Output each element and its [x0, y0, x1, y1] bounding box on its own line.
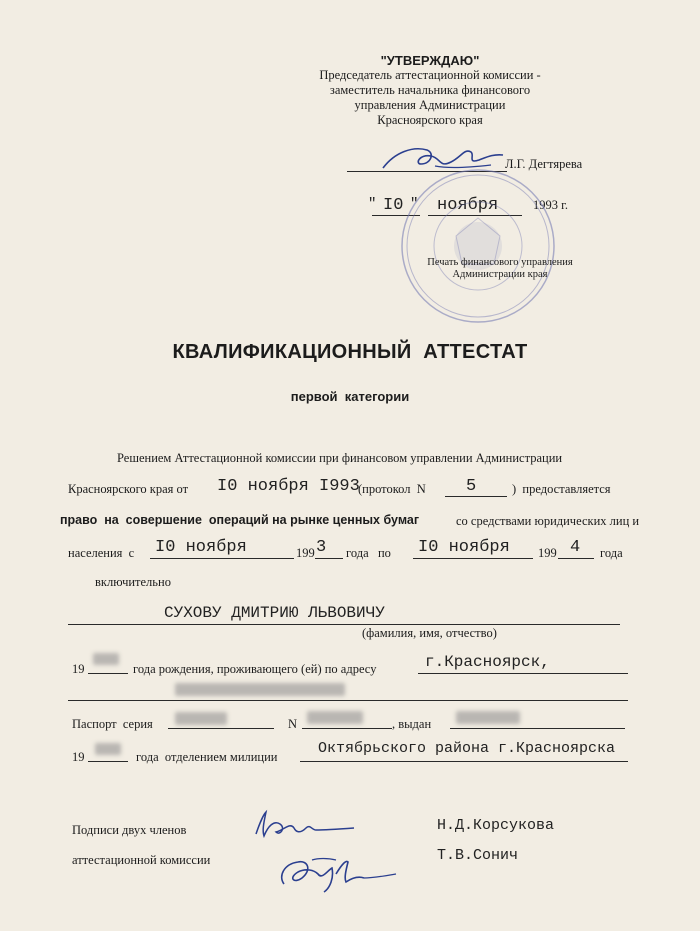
body-line-2-end: ) предоставляется — [512, 482, 611, 496]
date-month: ноября — [437, 196, 499, 215]
passport-issue-date-redacted — [456, 711, 520, 724]
period-from-date: I0 ноября — [155, 538, 247, 557]
document-title: КВАЛИФИКАЦИОННЫЙ АТТЕСТАТ — [172, 341, 528, 363]
passport-issued-line — [450, 728, 625, 729]
approval-line: управления Администрации — [354, 98, 506, 112]
period-year-word: года — [600, 546, 623, 560]
granted-right: право на совершение операций на рынке ценных бумаг — [60, 513, 420, 527]
name-caption: (фамилия, имя, отчество) — [362, 626, 497, 640]
protocol-line — [445, 496, 507, 497]
holder-name: СУХОВУ ДМИТРИЮ ЛЬВОВИЧУ — [164, 604, 385, 622]
passport-number-line — [302, 728, 392, 729]
birth-year-prefix: 19 — [72, 662, 85, 676]
approval-line: заместитель начальника финансового — [329, 83, 531, 97]
protocol-label: (протокол N — [358, 482, 426, 496]
approval-signer: Л.Г. Дегтярева — [505, 157, 583, 171]
address-line-2 — [68, 700, 628, 701]
stamp-caption-line: Печать финансового управления — [427, 257, 573, 268]
period-from-year: 3 — [316, 538, 327, 557]
signature-korsukova — [250, 806, 360, 846]
protocol-number: 5 — [466, 477, 477, 496]
name-line — [68, 624, 620, 625]
issue-year-line — [88, 761, 128, 762]
approval-line: Красноярского края — [377, 113, 483, 127]
document-subtitle: первой категории — [290, 389, 410, 404]
passport-number-redacted — [307, 711, 363, 724]
passport-series-label: Паспорт серия — [72, 717, 153, 731]
member-1-name: Н.Д.Корсукова — [437, 817, 555, 834]
birth-year-line — [88, 673, 128, 674]
issuer-line — [300, 761, 628, 762]
from-year-line — [315, 558, 343, 559]
approval-line: Председатель аттестационной комиссии - — [319, 68, 541, 82]
date-year: 1993 г. — [533, 198, 568, 212]
issue-year-redacted — [95, 743, 121, 755]
birth-address-label: года рождения, проживающего (ей) по адресу — [133, 662, 377, 676]
period-label: населения с — [68, 546, 135, 560]
body-line-3-tail: со средствами юридических лиц и — [456, 514, 640, 528]
issuing-authority: Октябрьского района г.Красноярска — [318, 740, 616, 757]
period-to-label: года по — [346, 546, 391, 560]
issued-by-label: года отделением милиции — [136, 750, 278, 764]
address-street-redacted — [175, 683, 345, 696]
passport-series-redacted — [175, 712, 227, 725]
passport-number-label: N — [288, 717, 298, 731]
approval-position — [290, 68, 570, 128]
to-date-line — [413, 558, 533, 559]
inclusive-label: включительно — [95, 575, 171, 589]
stamp-caption-line: Администрации края — [452, 269, 548, 280]
member-2-name: Т.В.Сонич — [437, 847, 519, 864]
official-stamp — [398, 166, 558, 326]
passport-issued-label: , выдан — [392, 717, 432, 731]
stamp-caption — [405, 257, 595, 281]
date-day: I0 — [383, 196, 404, 215]
date-quote-open: " — [368, 196, 377, 212]
period-to-date: I0 ноября — [418, 538, 510, 557]
passport-series-line — [168, 728, 274, 729]
period-to-year: 4 — [570, 538, 581, 557]
decision-date: I0 ноября I993 — [217, 477, 360, 496]
body-line-2-start: Красноярского края от — [68, 482, 189, 496]
approval-heading: "УТВЕРЖДАЮ" — [380, 53, 480, 68]
signature-sonich — [272, 848, 402, 898]
to-year-line — [558, 558, 594, 559]
signatures-label-1: Подписи двух членов — [72, 823, 187, 837]
signatures-label-2: аттестационной комиссии — [72, 853, 211, 867]
address-line-1 — [418, 673, 628, 674]
address-city: г.Красноярск, — [425, 653, 550, 671]
date-quote-close: " — [410, 196, 419, 212]
issue-year-prefix: 19 — [72, 750, 85, 764]
from-date-line — [150, 558, 294, 559]
to-year-prefix: 199 — [538, 546, 557, 560]
body-line-1: Решением Аттестационной комиссии при финансовом управлении Администрации — [117, 451, 563, 465]
from-year-prefix: 199 — [296, 546, 315, 560]
birth-year-redacted — [93, 653, 119, 665]
